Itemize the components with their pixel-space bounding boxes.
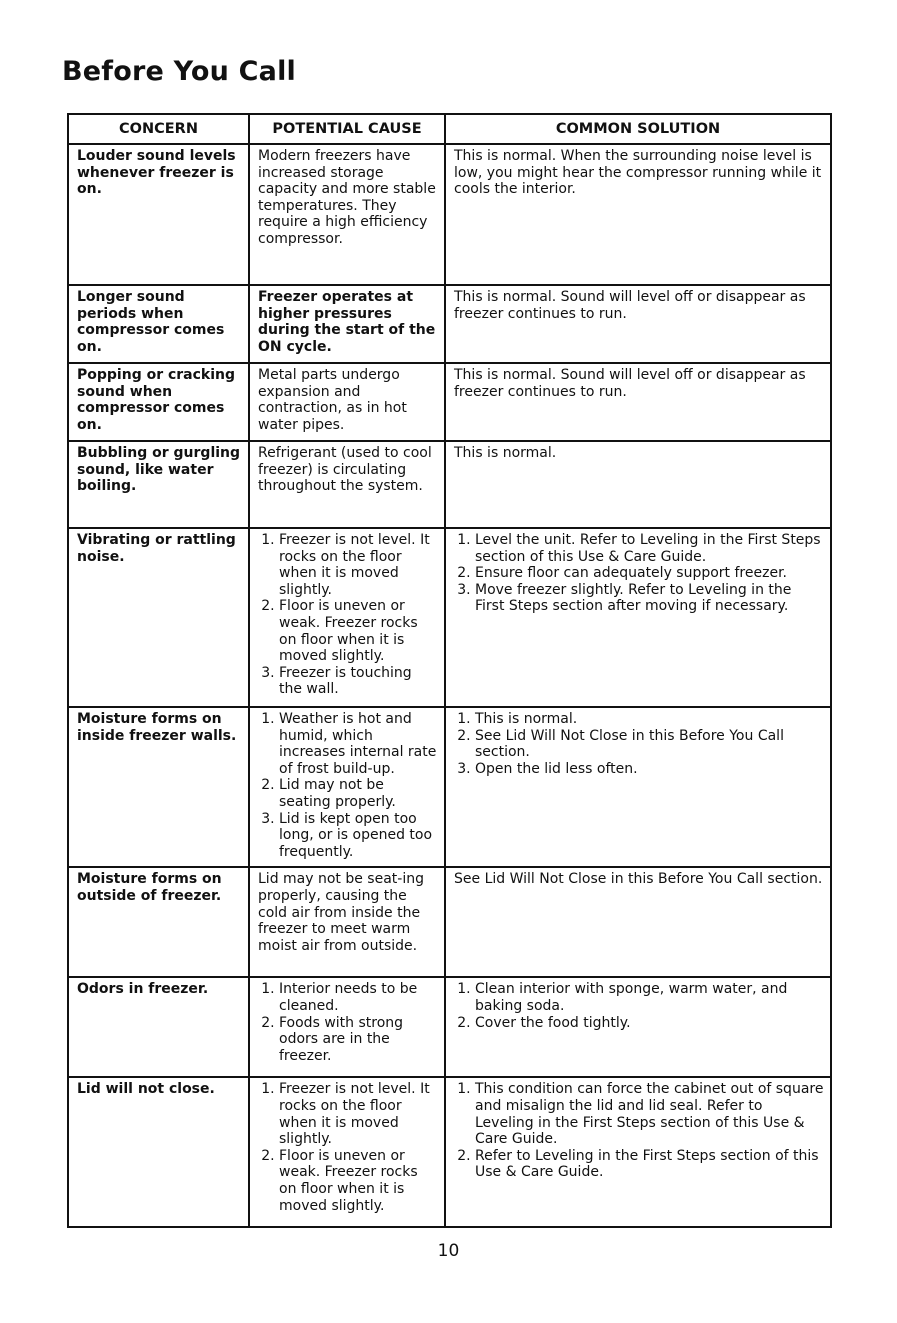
concern-cell: Lid will not close. — [68, 1077, 249, 1227]
solution-cell: See Lid Will Not Close in this Before You Call section. — [445, 867, 831, 977]
header-potential-cause: POTENTIAL CAUSE — [249, 114, 445, 144]
table-row — [68, 363, 831, 441]
page-number: 10 — [437, 1241, 460, 1261]
list-item: 1. This is normal. — [475, 711, 824, 728]
cause-cell: Modern freezers have increased storage capacity and more stable temperatures. They require a high efficiency compressor. — [249, 144, 445, 285]
table-row — [68, 144, 831, 285]
cause-cell: Lid may not be seat-ing properly, causing the cold air from inside the freezer to meet warm moist air from outside. — [249, 867, 445, 977]
concern-cell: Odors in freezer. — [68, 977, 249, 1077]
concern-cell: Longer sound periods when compressor comes on. — [68, 285, 249, 363]
list-item: 3. Move freezer slightly. Refer to Leveling in the First Steps section after moving if necessary. — [475, 582, 824, 615]
solution-list — [454, 1081, 824, 1181]
page-title: Before You Call — [62, 56, 297, 87]
list-item: 3. Open the lid less often. — [475, 761, 824, 778]
header-common-solution: COMMON SOLUTION — [445, 114, 831, 144]
concern-cell: Bubbling or gurgling sound, like water boiling. — [68, 441, 249, 528]
cause-cell: Freezer operates at higher pressures during the start of the ON cycle. — [249, 285, 445, 363]
list-item: 1. Weather is hot and humid, which increases internal rate of frost build-up. — [279, 711, 438, 777]
list-item: 1. Level the unit. Refer to Leveling in the First Steps section of this Use & Care Guide. — [475, 532, 824, 565]
list-item: 1. Clean interior with sponge, warm water, and baking soda. — [475, 981, 824, 1014]
list-item: 2. Ensure floor can adequately support freezer. — [475, 565, 824, 582]
solution-cell: This is normal. Sound will level off or disappear as freezer continues to run. — [445, 285, 831, 363]
concern-cell: Louder sound levels whenever freezer is on. — [68, 144, 249, 285]
table-row — [68, 867, 831, 977]
table-row — [68, 977, 831, 1077]
solution-cell: This is normal. — [445, 441, 831, 528]
table-row — [68, 285, 831, 363]
cause-cell — [249, 977, 445, 1077]
table-row — [68, 707, 831, 867]
solution-list — [454, 981, 824, 1031]
list-item: 2. Cover the food tightly. — [475, 1015, 824, 1032]
troubleshooting-table — [67, 113, 832, 1228]
cause-list — [258, 981, 438, 1064]
table-row — [68, 528, 831, 707]
list-item: 1. Freezer is not level. It rocks on the floor when it is moved slightly. — [279, 532, 438, 598]
list-item: 2. Refer to Leveling in the First Steps section of this Use & Care Guide. — [475, 1148, 824, 1181]
solution-cell: This is normal. Sound will level off or disappear as freezer continues to run. — [445, 363, 831, 441]
cause-cell — [249, 707, 445, 867]
list-item: 3. Lid is kept open too long, or is opened too frequently. — [279, 811, 438, 861]
cause-list — [258, 711, 438, 860]
cause-cell — [249, 1077, 445, 1227]
table-row — [68, 441, 831, 528]
list-item: 1. Interior needs to be cleaned. — [279, 981, 438, 1014]
solution-list — [454, 711, 824, 777]
cause-cell: Metal parts undergo expansion and contraction, as in hot water pipes. — [249, 363, 445, 441]
list-item: 2. Floor is uneven or weak. Freezer rocks on floor when it is moved slightly. — [279, 1148, 438, 1214]
list-item: 1. This condition can force the cabinet out of square and misalign the lid and lid seal. Refer to Leveling in the First Steps section of this Use & Care Guide. — [475, 1081, 824, 1147]
solution-list — [454, 532, 824, 615]
solution-cell — [445, 528, 831, 707]
cause-list — [258, 532, 438, 698]
list-item: 3. Freezer is touching the wall. — [279, 665, 438, 698]
table-header-row — [68, 114, 831, 144]
list-item: 2. Foods with strong odors are in the freezer. — [279, 1015, 438, 1065]
concern-cell: Moisture forms on outside of freezer. — [68, 867, 249, 977]
cause-cell — [249, 528, 445, 707]
solution-cell — [445, 1077, 831, 1227]
list-item: 2. Floor is uneven or weak. Freezer rocks on floor when it is moved slightly. — [279, 598, 438, 664]
concern-cell: Vibrating or rattling noise. — [68, 528, 249, 707]
cause-cell: Refrigerant (used to cool freezer) is circulating throughout the system. — [249, 441, 445, 528]
solution-cell: This is normal. When the surrounding noise level is low, you might hear the compressor running while it cools the interior. — [445, 144, 831, 285]
solution-cell — [445, 707, 831, 867]
list-item: 2. Lid may not be seating properly. — [279, 777, 438, 810]
solution-cell — [445, 977, 831, 1077]
list-item: 1. Freezer is not level. It rocks on the floor when it is moved slightly. — [279, 1081, 438, 1147]
concern-cell: Moisture forms on inside freezer walls. — [68, 707, 249, 867]
concern-cell: Popping or cracking sound when compressor comes on. — [68, 363, 249, 441]
header-concern: CONCERN — [68, 114, 249, 144]
cause-list — [258, 1081, 438, 1214]
list-item: 2. See Lid Will Not Close in this Before You Call section. — [475, 728, 824, 761]
table-row — [68, 1077, 831, 1227]
